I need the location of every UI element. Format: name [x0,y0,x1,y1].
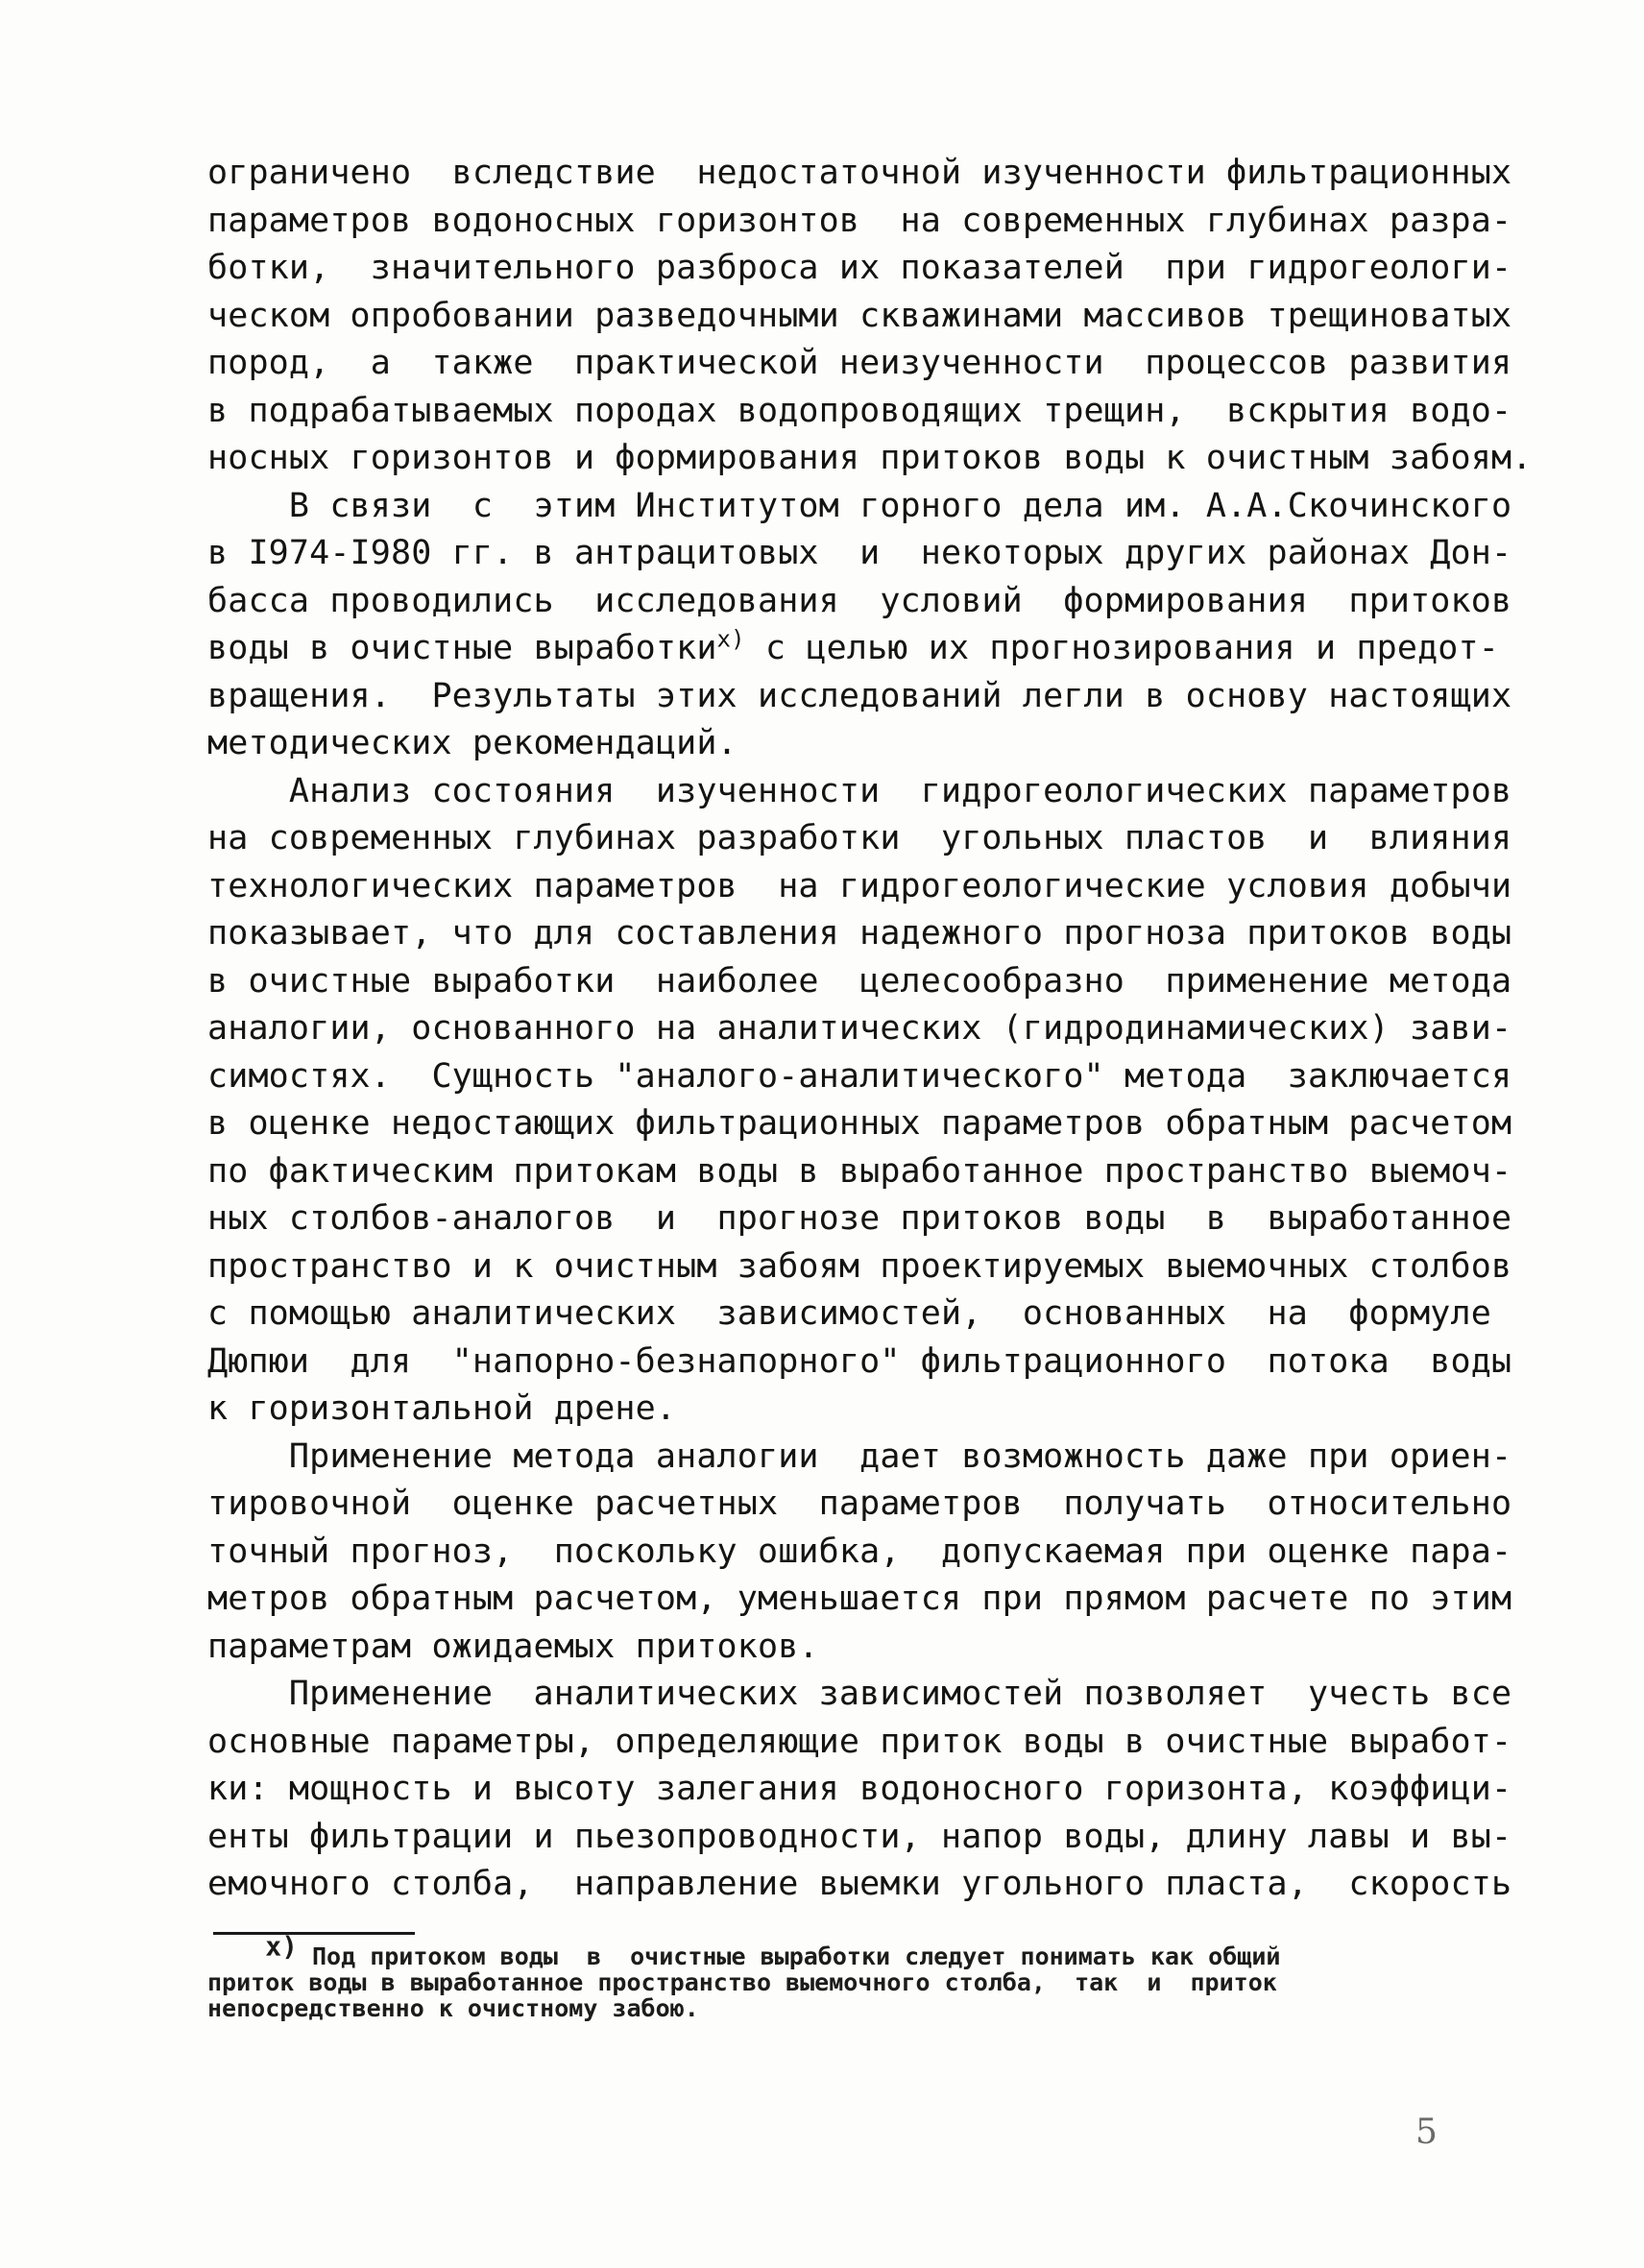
text-line: ограничено вследствие недостаточной изученности фильтрационных [207,154,1512,192]
text-line: пространство и к очистным забоям проектируемых выемочных столбов [207,1246,1512,1286]
text-line: в подрабатываемых породах водопроводящих трещин, вскрытия водо- [207,391,1512,430]
text-line: параметрам ожидаемых притоков. [207,1627,819,1666]
text-line: в очистные выработки наиболее целесообразно применение метода [207,961,1512,1001]
text-line: тировочной оценке расчетных параметров получать относительно [207,1484,1512,1523]
text-line: ки: мощность и высоту залегания водоносного горизонта, коэффици- [207,1770,1512,1808]
footnote [207,1930,1456,2022]
text-line: ческом опробовании разведочными скважинами массивов трещиноватых [207,296,1512,335]
paragraph-4 [207,1434,1512,1672]
text-line: аналогии, основанного на аналитических (гидродинамических) зави- [207,1009,1512,1048]
text-line: точный прогноз, поскольку ошибка, допускаемая при оценке пара- [207,1532,1512,1571]
text-line: ботки, значительного разброса их показателей при гидрогеологи- [207,249,1512,287]
footnote-mark: x) [265,1930,298,1963]
text-line: пород, а также практической неизученности процессов развития [207,344,1512,382]
text-line: вращения. Результаты этих исследований легли в основу настоящих [207,676,1512,715]
text-line: метров обратным расчетом, уменьшается при прямом расчете по этим [207,1580,1512,1618]
text-line: Применение аналитических зависимостей позволяет учесть все [207,1675,1512,1713]
text-line: Применение метода аналогии дает возможность даже при ориен- [207,1436,1512,1476]
text-line: ных столбов-аналогов и прогнозе притоков воды в выработанное [207,1199,1512,1238]
body-text [207,150,1533,1909]
footnote-line [207,1930,1456,1970]
footnote-reference: x) [716,625,745,653]
text-line: в оценке недостающих фильтрационных параметров обратным расчетом [207,1104,1512,1143]
paragraph-5 [207,1671,1512,1909]
text-line: основные параметры, определяющие приток воды в очистные выработ- [207,1722,1512,1761]
text-line: к горизонтальной дрене. [207,1389,677,1428]
text-line: методических рекомендаций. [207,724,737,762]
text-line: на современных глубинах разработки угольных пластов и влияния [207,819,1512,857]
text-line: емочного столба, направление выемки угольного пласта, скорость [207,1865,1512,1903]
footnote-line: приток воды в выработанное пространство выемочного столба, так и приток [207,1968,1277,1996]
footnote-text: Под притоком воды в очистные выработки следует понимать как общий [312,1942,1281,1970]
text-line: с помощью аналитических зависимостей, основанных на формуле [207,1294,1491,1333]
footnote-line: непосредственно к очистному забою. [207,1994,699,2022]
text-line: в I974-I980 гг. в антрацитовых и некоторых других районах Дон- [207,534,1512,572]
text-line: симостях. Сущность "аналого-аналитического" метода заключается [207,1056,1512,1096]
footnote-separator [213,1932,415,1935]
paragraph-1 [207,150,1533,483]
text-line: басса проводились исследования условий формирования притоков [207,581,1512,620]
text-line: Дюпюи для "напорно-безнапорного" фильтрационного потока воды [207,1341,1512,1381]
text-line: показывает, что для составления надежного прогноза притоков воды [207,914,1512,953]
page-number: 5 [1415,2112,1438,2152]
text-line: технологических параметров на гидрогеологические условия добычи [207,866,1512,905]
text-line: носных горизонтов и формирования притоков воды к очистным забоям. [207,439,1533,477]
paragraph-3 [207,768,1512,1434]
paragraph-2 [207,483,1512,768]
text-line: параметров водоносных горизонтов на современных глубинах разра- [207,201,1512,240]
text-line: енты фильтрации и пьезопроводности, напор воды, длину лавы и вы- [207,1817,1512,1856]
text-line: по фактическим притокам воды в выработанное пространство выемоч- [207,1151,1512,1191]
text-fragment: с целью их прогнозирования и предот- [744,629,1499,667]
text-fragment: воды в очистные выработки [207,629,717,667]
text-line: В связи с этим Институтом горного дела им. А.А.Скочинского [207,486,1512,525]
text-line: Анализ состояния изученности гидрогеологических параметров [207,771,1512,810]
text-line-with-footnote-ref [207,625,1499,673]
